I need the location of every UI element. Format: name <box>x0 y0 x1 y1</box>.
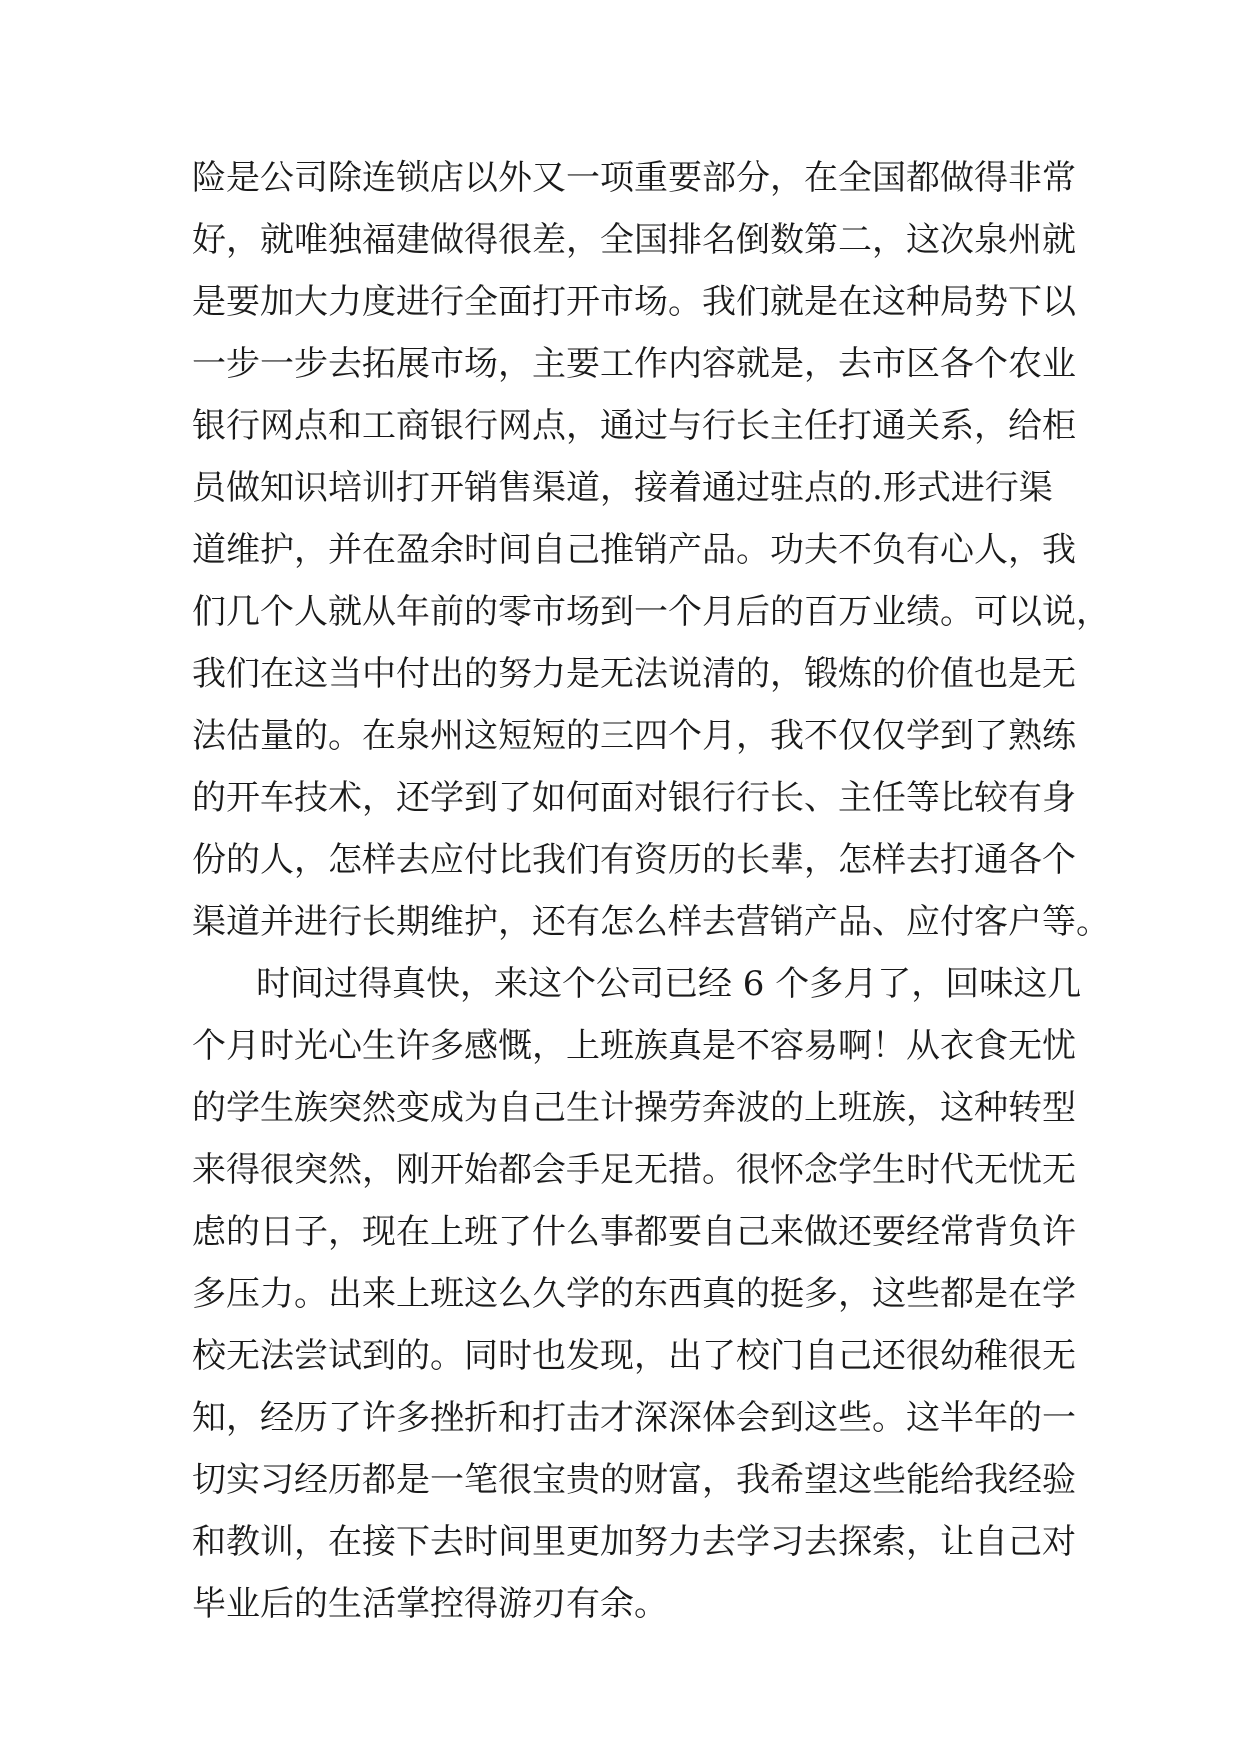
text-line: 银行网点和工商银行网点，通过与行长主任打通关系，给柜 <box>192 406 1076 446</box>
text-line: 法估量的。在泉州这短短的三四个月，我不仅仅学到了熟练 <box>192 716 1076 756</box>
text-line: 道维护，并在盈余时间自己推销产品。功夫不负有心人，我 <box>192 530 1076 570</box>
text-line: 一步一步去拓展市场，主要工作内容就是，去市区各个农业 <box>192 344 1076 384</box>
text-line: 多压力。出来上班这么久学的东西真的挺多，这些都是在学 <box>192 1274 1076 1314</box>
text-line: 毕业后的生活掌控得游刃有余。 <box>192 1584 668 1624</box>
text-line: 的学生族突然变成为自己生计操劳奔波的上班族，这种转型 <box>192 1088 1076 1128</box>
text-line: 和教训，在接下去时间里更加努力去学习去探索，让自己对 <box>192 1522 1076 1562</box>
text-line: 渠道并进行长期维护，还有怎么样去营销产品、应付客户等。 <box>192 902 1110 942</box>
text-line: 切实习经历都是一笔很宝贵的财富，我希望这些能给我经验 <box>192 1460 1076 1500</box>
text-line: 知，经历了许多挫折和打击才深深体会到这些。这半年的一 <box>192 1398 1076 1438</box>
text-line: 来得很突然，刚开始都会手足无措。很怀念学生时代无忧无 <box>192 1150 1076 1190</box>
text-line: 的开车技术，还学到了如何面对银行行长、主任等比较有身 <box>192 778 1076 818</box>
text-line: 员做知识培训打开销售渠道，接着通过驻点的.形式进行渠 <box>192 468 1053 508</box>
text-line: 虑的日子，现在上班了什么事都要自己来做还要经常背负许 <box>192 1212 1076 1252</box>
text-line: 个月时光心生许多感慨，上班族真是不容易啊！从衣食无忧 <box>192 1026 1076 1066</box>
text-line: 们几个人就从年前的零市场到一个月后的百万业绩。可以说， <box>192 592 1110 632</box>
text-line: 是要加大力度进行全面打开市场。我们就是在这种局势下以 <box>192 282 1076 322</box>
text-line: 校无法尝试到的。同时也发现，出了校门自己还很幼稚很无 <box>192 1336 1076 1376</box>
paragraph-first-line: 时间过得真快，来这个公司已经 6 个多月了，回味这几 <box>256 964 1082 1004</box>
text-line: 好，就唯独福建做得很差，全国排名倒数第二，这次泉州就 <box>192 220 1076 260</box>
text-line: 份的人，怎样去应付比我们有资历的长辈，怎样去打通各个 <box>192 840 1076 880</box>
text-line: 险是公司除连锁店以外又一项重要部分，在全国都做得非常 <box>192 158 1076 198</box>
text-line: 我们在这当中付出的努力是无法说清的，锻炼的价值也是无 <box>192 654 1076 694</box>
